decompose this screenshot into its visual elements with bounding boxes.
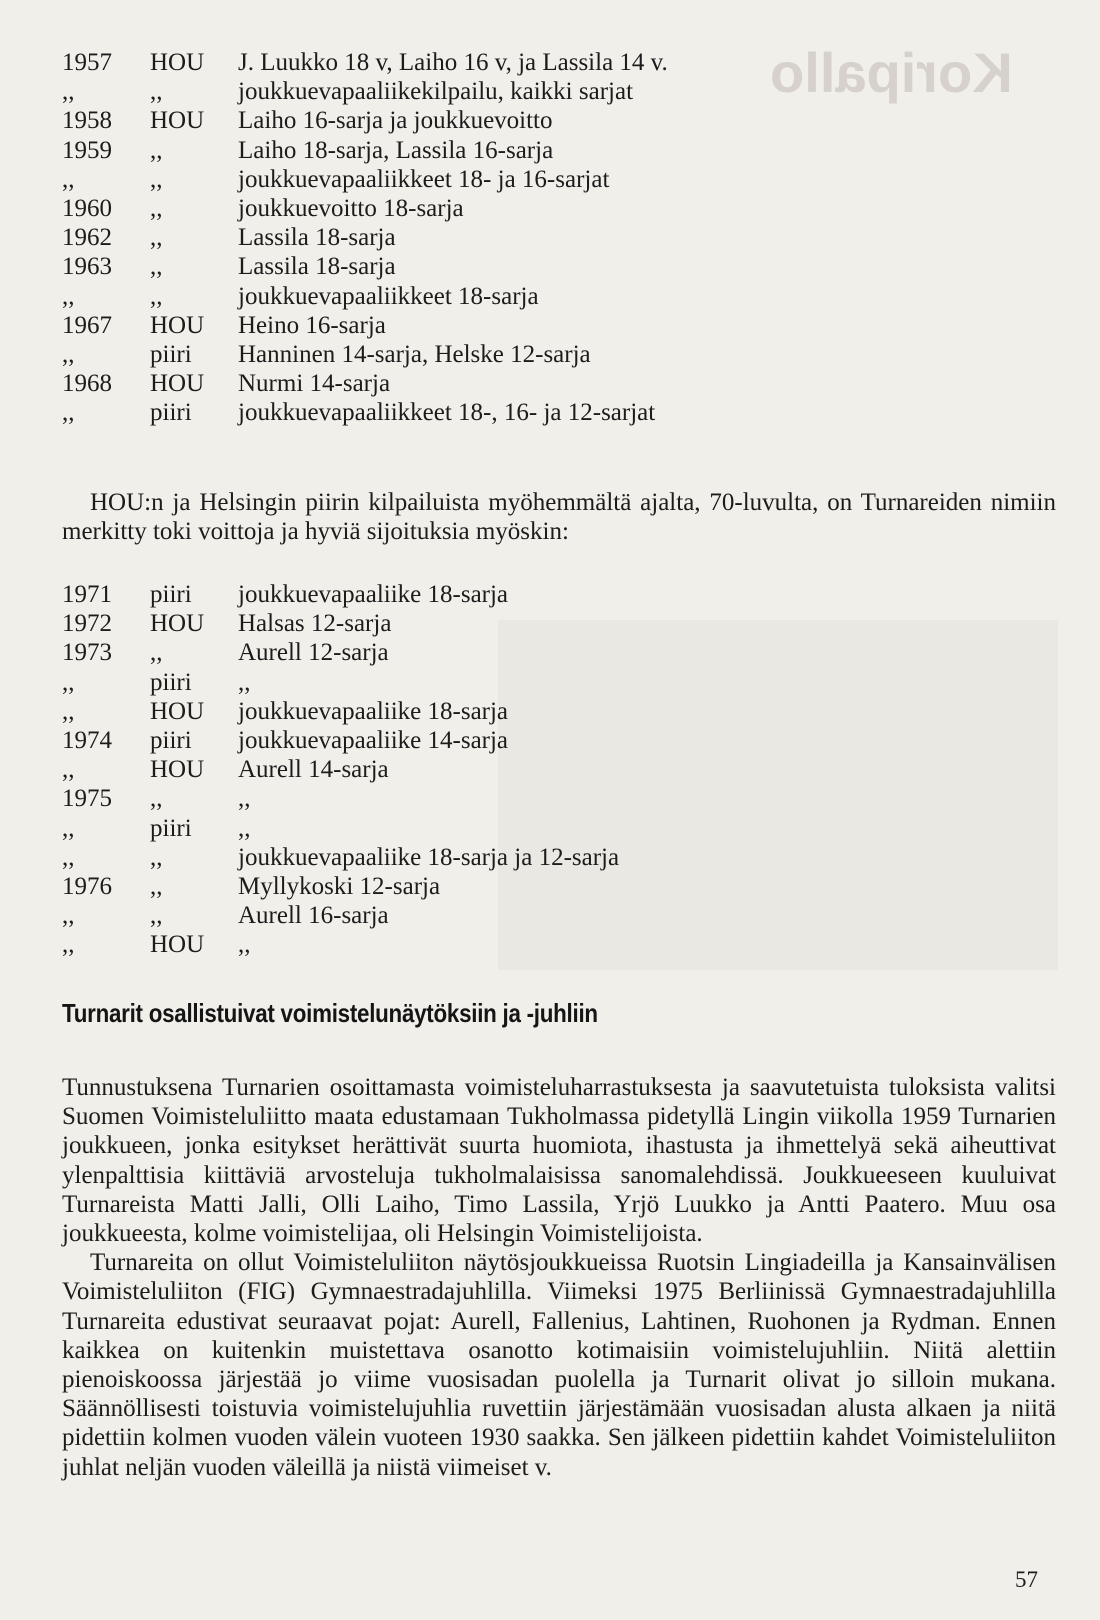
result-row [62,77,668,106]
result-description: ,, [238,668,251,696]
results-list-1970s [62,580,619,960]
result-row [62,282,668,311]
result-description: joukkuevapaaliikkeet 18- ja 16-sarjat [238,165,610,193]
result-description: Myllykoski 12-sarja [238,873,441,901]
result-organization: ,, [150,902,163,930]
result-row [62,311,668,340]
result-year: ,, [62,814,75,842]
result-row [62,814,619,843]
result-row [62,930,619,959]
result-organization: ,, [150,843,163,871]
result-row [62,755,619,784]
result-year: 1975 [62,785,112,813]
result-organization: HOU [150,107,205,135]
result-description: joukkuevapaaliike 18-sarja ja 12-sarja [238,843,620,871]
result-organization: HOU [150,49,205,76]
result-organization: HOU [150,697,205,725]
result-year: 1957 [62,49,112,76]
result-row [62,48,668,77]
result-year: 1958 [62,107,112,135]
result-description: joukkuevapaaliike 18-sarja [238,581,509,608]
result-year: 1971 [62,581,112,608]
page-number: 57 [1015,1567,1038,1592]
result-year: ,, [62,78,75,106]
result-organization: HOU [150,370,205,398]
result-year: ,, [62,931,75,959]
intro-paragraph: HOU:n ja Helsingin piirin kilpailuista myöhemmältä ajalta, 70-luvulta, on Turnareiden nimiin merkitty toki voittoja ja hyviä sijoituksia myöskin: [62,489,1056,546]
result-description: joukkuevapaaliikkeet 18-, 16- ja 12-sarjat [238,399,656,427]
result-row [62,223,668,252]
result-row [62,726,619,755]
result-row [62,194,668,223]
result-description: J. Luukko 18 v, Laiho 16 v, ja Lassila 14 v. [238,49,668,76]
result-year: ,, [62,668,75,696]
result-row [62,872,619,901]
result-year: 1976 [62,873,112,901]
result-organization: piiri [150,727,192,755]
result-row [62,369,668,398]
result-description: joukkuevapaaliike 14-sarja [238,727,509,755]
result-row [62,697,619,726]
result-year: 1967 [62,311,112,339]
result-organization: HOU [150,756,205,784]
result-description: Aurell 12-sarja [238,639,389,667]
result-organization: ,, [150,224,163,252]
result-year: 1959 [62,136,112,164]
result-organization: piiri [150,341,192,369]
result-description: joukkuevoitto 18-sarja [238,195,464,223]
result-organization: ,, [150,785,163,813]
result-row [62,398,668,427]
result-organization: ,, [150,78,163,106]
result-year: 1960 [62,195,112,223]
result-row [62,106,668,135]
results-list-1950s-60s [62,48,668,428]
result-description: Laiho 16-sarja ja joukkuevoitto [238,107,553,135]
result-organization: ,, [150,136,163,164]
result-description: joukkuevapaaliikekilpailu, kaikki sarjat [238,78,634,106]
result-organization: ,, [150,282,163,310]
result-year: ,, [62,282,75,310]
result-year: ,, [62,843,75,871]
result-year: 1962 [62,224,112,252]
body-paragraph-1: Tunnustuksena Turnarien osoittamasta voimisteluharrastuksesta ja saavutetuista tuloksista valitsi Suomen Voimisteluliitto maata edustamaan Tukholmassa pidetyllä Lingin viikolla 1959 Turnarien joukkueen, jonka esitykset herättivät suurta huomiota, ihastusta ja ihmettelyä sekä aiheuttivat ylenpalttisia kiittäviä arvosteluja tukholmalaisissa sanomalehdissä. Joukkueeseen kuuluivat Turnareista Matti Jalli, Olli Laiho, Timo Lassila, Yrjö Luukko ja Antti Paatero. Muu osa joukkueesta, kolme voimistelijaa, oli Helsingin Voimistelijoista. [62,1074,1056,1248]
result-description: Halsas 12-sarja [238,610,392,638]
result-year: ,, [62,399,75,427]
section-heading: Turnarit osallistuivat voimistelunäytöksiin ja -juhliin [62,998,598,1028]
result-row [62,165,668,194]
result-organization: ,, [150,639,163,667]
result-year: 1974 [62,727,112,755]
section-body [62,1073,1056,1482]
result-organization: piiri [150,581,192,608]
result-description: ,, [238,814,251,842]
body-paragraph-2: Turnareita on ollut Voimisteluliiton näytösjoukkueissa Ruotsin Lingiadeilla ja Kansainvälisen Voimisteluliiton (FIG) Gymnaestradajuhlilla. Viimeksi 1975 Berliinissä Gymnaestradajuhlilla Turnareita edustivat seuraavat pojat: Aurell, Fallenius, Lahtinen, Ruohonen ja Rydman. Ennen kaikkea on kuitenkin muistettava osanotto kotimaisiin voimistelujuhliin. Niitä alettiin pienoiskoossa järjestää jo viime vuosisadan puolella ja Turnarit olivat jo silloin mukana. Säännöllisesti toistuvia voimistelujuhlia ruvettiin järjestämään vuosisadan alusta alkaen ja niitä pidettiin kolmen vuoden välein vuoteen 1930 saakka. Sen jälkeen pidettiin kahdet Voimisteluliiton juhlat neljän vuoden väleillä ja niistä viimeiset v. [62,1249,1056,1481]
result-description: Lassila 18-sarja [238,224,396,252]
result-description: Heino 16-sarja [238,311,386,339]
bleed-through-title: Koripallo [770,41,1013,104]
result-row [62,901,619,930]
result-row [62,580,619,609]
result-organization: piiri [150,399,192,427]
result-year: 1972 [62,610,112,638]
result-description: Aurell 16-sarja [238,902,389,930]
result-description: Nurmi 14-sarja [238,370,391,398]
result-description: Laiho 18-sarja, Lassila 16-sarja [238,136,554,164]
result-row [62,638,619,667]
result-organization: piiri [150,668,192,696]
result-row [62,843,619,872]
result-organization: ,, [150,253,163,281]
result-year: ,, [62,902,75,930]
result-row [62,784,619,813]
result-description: ,, [238,931,251,959]
result-year: ,, [62,165,75,193]
result-organization: ,, [150,165,163,193]
result-description: ,, [238,785,251,813]
result-organization: piiri [150,814,192,842]
result-year: ,, [62,341,75,369]
result-organization: ,, [150,873,163,901]
result-row [62,252,668,281]
result-description: joukkuevapaaliike 18-sarja [238,697,509,725]
result-year: 1973 [62,639,112,667]
result-organization: HOU [150,610,205,638]
result-organization: ,, [150,195,163,223]
result-row [62,340,668,369]
result-description: joukkuevapaaliikkeet 18-sarja [238,282,539,310]
result-year: ,, [62,756,75,784]
result-description: Aurell 14-sarja [238,756,389,784]
result-description: Lassila 18-sarja [238,253,396,281]
result-row [62,136,668,165]
result-row [62,668,619,697]
result-organization: HOU [150,311,205,339]
result-year: 1963 [62,253,112,281]
result-year: 1968 [62,370,112,398]
result-row [62,609,619,638]
result-year: ,, [62,697,75,725]
result-description: Hanninen 14-sarja, Helske 12-sarja [238,341,591,369]
result-organization: HOU [150,931,205,959]
